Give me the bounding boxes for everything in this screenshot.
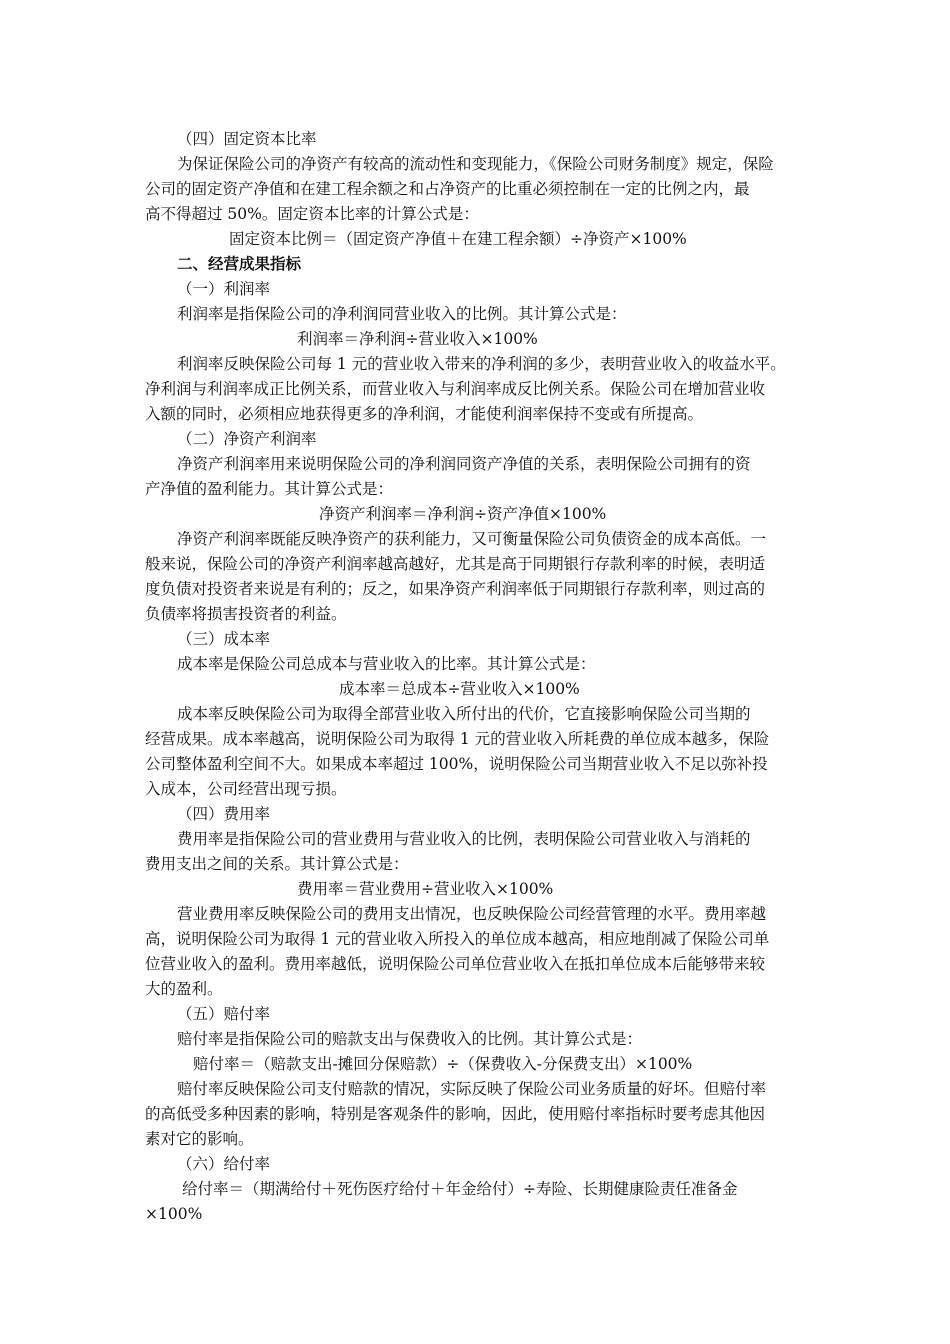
subsection-heading: （一）利润率 [177,280,271,298]
paragraph-line: 净资产利润率用来说明保险公司的净利润同资产净值的关系，表明保险公司拥有的资 [177,455,751,473]
paragraph-line: 的高低受多种因素的影响，特别是客观条件的影响，因此，使用赔付率指标时要考虑其他因 [145,1105,766,1123]
paragraph-line: 赔付率是指保险公司的赔款支出与保费收入的比例。其计算公式是： [177,1030,643,1048]
paragraph-line: 净资产利润率既能反映净资产的获利能力，又可衡量保险公司负债资金的成本高低。一 [177,530,767,548]
formula-line: 成本率＝总成本÷营业收入×100% [339,680,580,698]
subsection-heading: （三）成本率 [177,630,271,648]
paragraph-line: 入成本，公司经营出现亏损。 [145,780,347,798]
section-heading: 二、经营成果指标 [177,255,302,273]
subsection-heading: （六）给付率 [177,1155,271,1173]
paragraph-line: 成本率反映保险公司为取得全部营业收入所付出的代价，它直接影响保险公司当期的 [177,705,751,723]
paragraph-line: 利润率反映保险公司每 1 元的营业收入带来的净利润的多少，表明营业收入的收益水平。 [177,355,786,373]
paragraph-line: 入额的同时，必须相应地获得更多的净利润，才能使利润率保持不变或有所提高。 [145,405,704,423]
paragraph-line: 负债率将损害投资者的利益。 [145,605,347,623]
paragraph-line: 费用支出之间的关系。其计算公式是： [145,855,409,873]
paragraph-line: 产净值的盈利能力。其计算公式是： [145,480,394,498]
paragraph-line: 费用率是指保险公司的营业费用与营业收入的比例，表明保险公司营业收入与消耗的 [177,830,751,848]
formula-line: 费用率＝营业费用÷营业收入×100% [297,880,554,898]
paragraph-line: 净利润与利润率成正比例关系，而营业收入与利润率成反比例关系。保险公司在增加营业收 [145,380,766,398]
formula-line: 利润率＝净利润÷营业收入×100% [297,330,538,348]
formula-line: 赔付率＝（赔款支出-摊回分保赔款）÷（保费收入-分保费支出）×100% [193,1055,693,1073]
subsection-heading: （五）赔付率 [177,1005,271,1023]
paragraph-line: 公司的固定资产净值和在建工程余额之和占净资产的比重必须控制在一定的比例之内，最 [145,180,750,198]
paragraph-line: 赔付率反映保险公司支付赔款的情况，实际反映了保险公司业务质量的好坏。但赔付率 [177,1080,767,1098]
paragraph-line: 公司整体盈利空间不大。如果成本率超过 100%，说明保险公司当期营业收入不足以弥补投 [145,755,768,773]
paragraph-line: 度负债对投资者来说是有利的；反之，如果净资产利润率低于同期银行存款利率，则过高的 [145,580,766,598]
paragraph-line: 素对它的影响。 [145,1130,254,1148]
subsection-heading: （四）固定资本比率 [177,130,317,148]
paragraph-line: 为保证保险公司的净资产有较高的流动性和变现能力，《保险公司财务制度》规定，保险 [177,155,774,173]
paragraph-line: 经营成果。成本率越高，说明保险公司为取得 1 元的营业收入所耗费的单位成本越多，保险 [145,730,770,748]
paragraph-line: 高不得超过 50%。固定资本比率的计算公式是： [145,205,479,223]
subsection-heading: （四）费用率 [177,805,271,823]
paragraph-line: 高，说明保险公司为取得 1 元的营业收入所投入的单位成本越高，相应地削减了保险公司单 [145,930,770,948]
paragraph-line: 利润率是指保险公司的净利润同营业收入的比例。其计算公式是： [177,305,627,323]
paragraph-line: 位营业收入的盈利。费用率越低，说明保险公司单位营业收入在抵扣单位成本后能够带来较 [145,955,766,973]
subsection-heading: （二）净资产利润率 [177,430,317,448]
formula-line: 固定资本比例＝（固定资产净值＋在建工程余额）÷净资产×100% [229,230,687,248]
formula-line: 给付率＝（期满给付＋死伤医疗给付＋年金给付）÷寿险、长期健康险责任准备金 [182,1180,738,1198]
paragraph-line: 大的盈利。 [145,980,223,998]
formula-line: ×100% [145,1205,203,1223]
formula-line: 净资产利润率＝净利润÷资产净值×100% [319,505,607,523]
paragraph-line: 营业费用率反映保险公司的费用支出情况，也反映保险公司经营管理的水平。费用率越 [177,905,767,923]
paragraph-line: 成本率是保险公司总成本与营业收入的比率。其计算公式是： [177,655,596,673]
paragraph-line: 般来说，保险公司的净资产利润率越高越好，尤其是高于同期银行存款利率的时候，表明适 [145,555,766,573]
